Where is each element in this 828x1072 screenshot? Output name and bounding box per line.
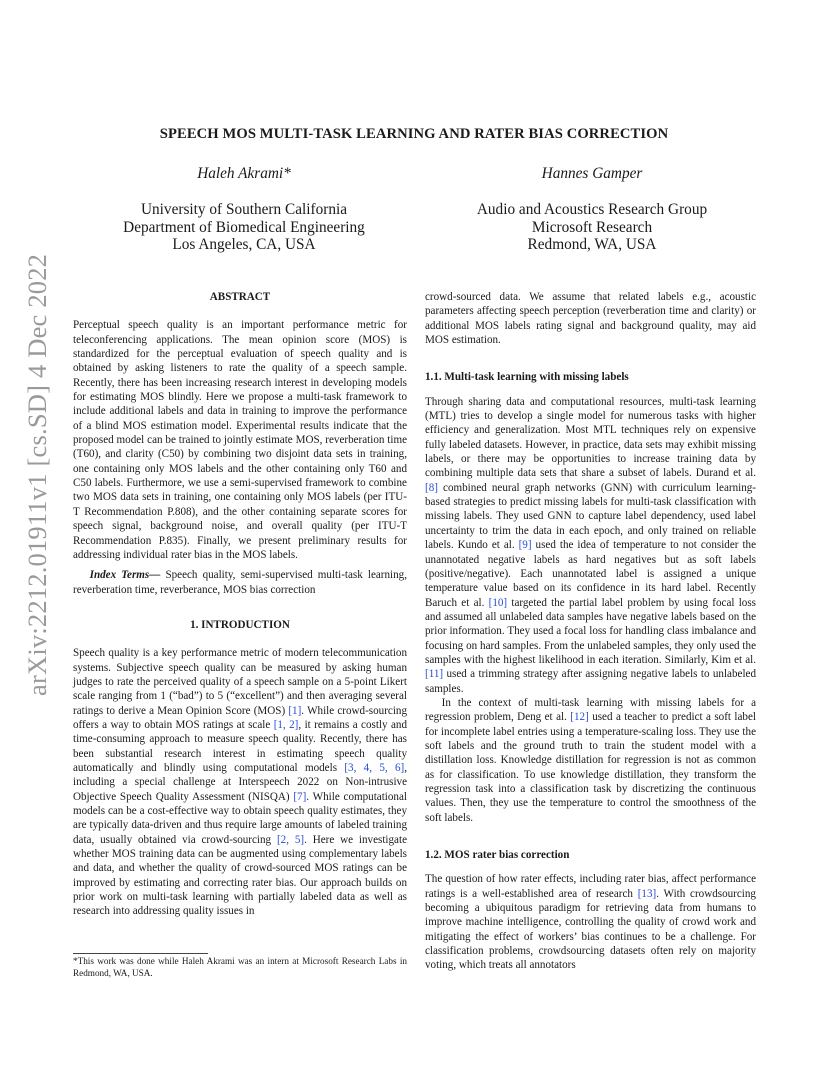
citation-link[interactable]: [2, 5]	[276, 833, 305, 846]
citation-link[interactable]: [7]	[293, 790, 307, 803]
paper-title: SPEECH MOS MULTI-TASK LEARNING AND RATER BIAS CORRECTION	[159, 126, 669, 142]
intro-continuation: crowd-sourced data. We assume that related labels e.g., acoustic parameters affecting speech perception (reverberation time and clarity) or additional MOS labels rating signal and background quality, may aid MOS estimation.	[425, 291, 756, 347]
citation-link[interactable]: [9]	[518, 539, 532, 552]
author-2-affiliation	[442, 201, 742, 254]
citation-link[interactable]: [1, 2]	[273, 718, 299, 731]
index-terms-text: Speech quality, semi-supervised multi-task learning, reverberation time, reverberance, MOS bias correction	[73, 569, 407, 596]
section-1-2-heading: 1.2. MOS rater bias correction	[425, 849, 570, 862]
index-terms	[73, 568, 407, 597]
right-column	[425, 290, 756, 973]
citation-link[interactable]: [11]	[425, 668, 444, 681]
affiliation-line: Audio and Acoustics Research Group	[476, 201, 708, 218]
abstract-text: Perceptual speech quality is an important performance metric for teleconferencing applications. The mean opinion score (MOS) is standardized for the perceptual evaluation of speech quality and is obtained by asking listeners to rate the quality of a speech sample. Recently, there has been increasing research interest in developing models for estimating MOS blindly. Here we propose a multi-task framework to include additional labels and data in training to improve the performance of a blind MOS estimation model. Experimental results indicate that the proposed model can be trained to jointly estimate MOS, reverberation time (T60), and clarity (C50) by combining two disjoint data sets in training, one containing only MOS labels and the other containing only T60 and C50 labels. Furthermore, we use a semi-supervised framework to combine two MOS data sets in training, one containing only MOS labels (per ITU-T Recommendation P.808), and the other containing separate scores for speech signal, background noise, and overall quality (per ITU-T Recommendation P.835). Finally, we present preliminary results for addressing individual rater bias in the MOS labels.	[73, 319, 407, 561]
affiliation-line: Redmond, WA, USA	[527, 236, 657, 254]
intro-paragraph: Speech quality is a key performance metric of modern telecommunication systems. Subjective speech quality can be measured by asking human judges to rate the perceived quality of a speech sample on a 5-point Likert scale ranging from 1 (“bad”) to 5 (“excellent”) and then averaging several ratings to derive a Mean Opinion Score (MOS) [1]. While crowd-sourcing offers a way to obtain MOS ratings at scale [1, 2], it remains a costly and time-consuming approach to measure speech quality. Recently, there has been substantial research interest in estimating speech quality automatically and blindly using computational models [3, 4, 5, 6], including a special challenge at Interspeech 2022 on Non-intrusive Objective Speech Quality Assessment (NISQA) [7]. While computational models can be a cost-effective way to obtain speech quality estimates, they are typically data-driven and thus require large amounts of labeled training data, usually obtained via crowd-sourcing [2, 5]. Here we investigate whether MOS training data can be augmented using complementary labels and data, and whether the quality of crowd-sourced MOS ratings can be improved by estimating and correcting rater bias. Our approach builds on prior work on multi-task learning with partially labeled data as well as research into addressing quality issues in	[73, 647, 407, 918]
abstract-heading: ABSTRACT	[209, 291, 271, 303]
affiliation-line: Los Angeles, CA, USA	[172, 236, 316, 254]
introduction-heading: 1. INTRODUCTION	[190, 618, 290, 631]
citation-link[interactable]: [3, 4, 5, 6]	[344, 761, 405, 774]
author-2-name: Hannes Gamper	[541, 165, 643, 182]
arxiv-identifier: arXiv:2212.01911v1 [cs.SD] 4 Dec 2022	[22, 253, 52, 696]
index-terms-label: Index Terms—	[89, 569, 161, 582]
left-column	[73, 290, 407, 919]
section-1-1-heading: 1.1. Multi-task learning with missing labels	[425, 371, 629, 384]
footnote-divider	[73, 953, 208, 954]
affiliation-line: University of Southern California	[140, 201, 348, 218]
citation-link[interactable]: [8]	[425, 481, 438, 494]
section-1-1-paragraph-1: Through sharing data and computational resources, multi-task learning (MTL) tries to develop a single model for numerous tasks with higher efficiency and generalization. Most MTL techniques rely on expensive fully labeled datasets. However, in practice, data sets may exhibit missing labels, or there may be opportunities to increase training data by combining multiple data sets that share a subset of labels. Durand et al. [8] combined neural graph networks (GNN) with curriculum learning-based strategies to predict missing labels for multi-task classification with missing labels. They used GNN to capture label dependency, used label uncertainty to trim the data in each epoch, and only trained on reliable labels. Kundo et al. [9] used the idea of temperature to not consider the unannotated negative labels as hard negatives but as soft labels (positive/negative). Each unannotated label is assigned a unique temperature value based on its confidence in its hard label. Recently Baruch et al. [10] targeted the partial label problem by using focal loss and assumed all unlabeled data samples have negative labels based on the prior information. They used a focal loss for handling class imbalance and focusing on hard samples. From the unlabeled samples, they only used the samples with the highest likelihood in each iteration. Similarly, Kim et al. [11] used a trimming strategy after assigning negative labels to unlabeled samples.	[425, 395, 756, 695]
section-1-2-paragraph: The question of how rater effects, including rater bias, affect performance ratings is a well-established area of research [13]. With crowdsourcing becoming a ubiquitous paradigm for retrieving data from humans to improve machine intelligence, controlling the quality of crowd work and mitigating the effect of workers’ bias continues to be a challenge. For classification problems, crowdsourcing datasets often rely on majority voting, which treats all annotators	[425, 873, 756, 972]
citation-link[interactable]: [13]	[637, 887, 657, 900]
author-1-name: Haleh Akrami*	[197, 165, 291, 182]
citation-link[interactable]: [1]	[288, 704, 302, 717]
affiliation-line: Department of Biomedical Engineering	[123, 218, 365, 236]
affiliation-line: Microsoft Research	[531, 218, 653, 236]
footnote: *This work was done while Haleh Akrami was an intern at Microsoft Research Labs in Redmond, WA, USA.	[73, 956, 407, 978]
citation-link[interactable]: [10]	[488, 596, 508, 609]
citation-link[interactable]: [12]	[570, 711, 589, 724]
author-1-affiliation	[94, 201, 394, 254]
section-1-1-paragraph-2: In the context of multi-task learning with missing labels for a regression problem, Deng et al. [12] used a teacher to predict a soft label for incomplete label entries using a temperature-scaling loss. They use the soft labels and the ground truth to train the student model with a distillation loss. Knowledge distillation for regression is not as common as for classification. To use knowledge distillation, they transform the regression task into a classification task by discretizing the continuous values. Then, they use the temperature to control the smoothness of the soft labels.	[425, 696, 756, 824]
